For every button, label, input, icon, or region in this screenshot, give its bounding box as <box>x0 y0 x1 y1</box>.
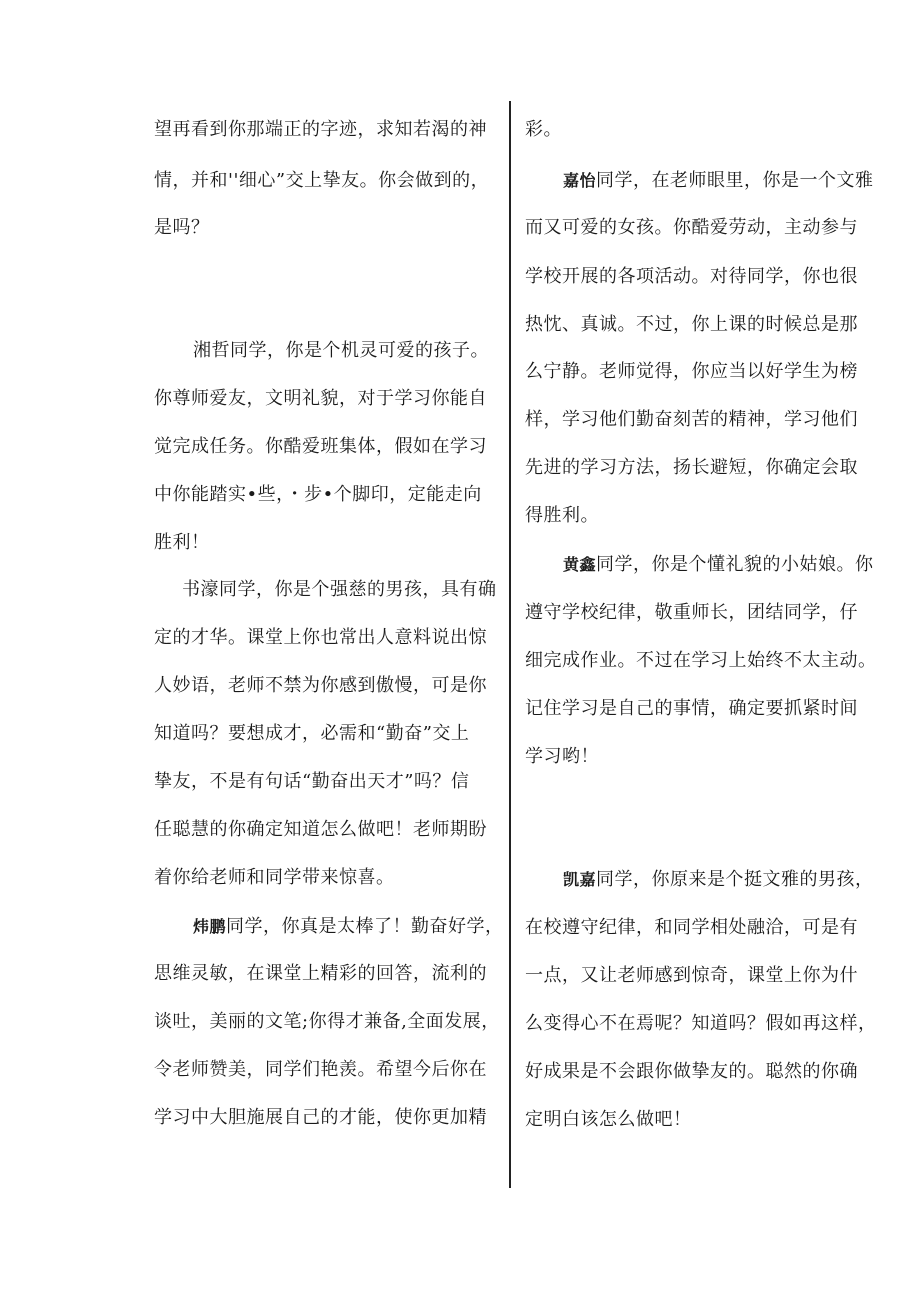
paragraph-line: 得胜利。 <box>525 505 599 526</box>
paragraph-text: 同学，你真是太棒了！勤奋好学， <box>226 916 504 937</box>
paragraph-line: 在校遵守纪律，和同学相处融洽，可是有 <box>525 917 858 938</box>
paragraph-line: 着你给老师和同学带来惊喜。 <box>154 867 395 888</box>
paragraph-line: 觉完成任务。你酷爱班集体，假如在学习 <box>154 436 487 457</box>
paragraph-text: 同学，在老师眼里，你是一个文雅 <box>596 170 874 191</box>
paragraph-line: 定的才华。课堂上你也常出人意料说出惊 <box>154 627 487 648</box>
paragraph-line: 你尊师爱友，文明礼貌，对于学习你能自 <box>154 388 487 409</box>
paragraph-text: 同学，你原来是个挺文雅的男孩， <box>596 869 874 890</box>
paragraph-line: 湘哲同学，你是个机灵可爱的孩子。 <box>193 340 489 361</box>
student-name: 炜鹏 <box>193 917 227 936</box>
paragraph-line: 人妙语，老师不禁为你感到傲慢，可是你 <box>154 675 487 696</box>
paragraph-text: 同学，你是个懂礼貌的小姑娘。你 <box>596 554 874 575</box>
paragraph-line: 是吗？ <box>154 217 210 238</box>
paragraph-line: 么宁静。老师觉得，你应当以好学生为榜 <box>525 361 858 382</box>
paragraph-line: 谈吐，美丽的文笔;你得才兼备,全面发展， <box>154 1011 500 1032</box>
paragraph-line: 令老师赞美，同学们艳羡。希望今后你在 <box>154 1059 487 1080</box>
paragraph-line: 任聪慧的你确定知道怎么做吧！老师期盼 <box>154 819 487 840</box>
paragraph-line: 热忱、真诚。不过，你上课的时候总是那 <box>525 314 858 335</box>
paragraph-line: 学校开展的各项活动。对待同学，你也很 <box>525 266 858 287</box>
column-divider <box>509 101 511 1188</box>
paragraph-line: 知道吗？要想成才，必需和“勤奋”交上 <box>154 723 470 744</box>
paragraph-line: 好成果是不会跟你做挚友的。聪然的你确 <box>525 1061 858 1082</box>
paragraph-line: 么变得心不在焉呢？知道吗？假如再这样， <box>525 1013 877 1034</box>
student-name: 凯嘉 <box>563 870 597 889</box>
paragraph-line: 样，学习他们勤奋刻苦的精神，学习他们 <box>525 409 858 430</box>
paragraph-line: 定明白该怎么做吧！ <box>525 1109 692 1130</box>
paragraph-line: 挚友，不是有句话“勤奋出天才”吗？信 <box>154 771 470 792</box>
paragraph-line: 中你能踏实•些，・步•个脚印，定能走向 <box>154 484 482 505</box>
paragraph-line <box>563 868 874 892</box>
paragraph-line: 细完成作业。不过在学习上始终不太主动。 <box>525 650 877 671</box>
paragraph-line: 望再看到你那端正的字迹，求知若渴的神 <box>154 119 487 140</box>
paragraph-line: 一点，又让老师感到惊奇，课堂上你为什 <box>525 965 858 986</box>
paragraph-line: 学习哟！ <box>525 746 599 767</box>
paragraph-line <box>563 553 874 577</box>
paragraph-line: 学习中大胆施展自己的才能，使你更加精 <box>154 1107 487 1128</box>
paragraph-line: 遵守学校纪律，敬重师长，团结同学，仔 <box>525 602 858 623</box>
paragraph-line: 思维灵敏，在课堂上精彩的回答，流利的 <box>154 963 487 984</box>
paragraph-line: 先进的学习方法，扬长避短，你确定会取 <box>525 457 858 478</box>
paragraph-line <box>563 169 874 193</box>
paragraph-line: 而又可爱的女孩。你酷爱劳动，主动参与 <box>525 217 858 238</box>
paragraph-line: 书濠同学，你是个强慈的男孩，具有确 <box>182 579 497 600</box>
paragraph-line <box>193 915 504 939</box>
student-name: 黄鑫 <box>563 555 597 574</box>
student-name: 嘉怡 <box>563 171 597 190</box>
paragraph-line: 胜利！ <box>154 532 210 553</box>
paragraph-line: 记住学习是自己的事情，确定要抓紧时间 <box>525 698 858 719</box>
paragraph-line: 彩。 <box>525 119 562 140</box>
paragraph-line: 情，并和''细心”交上挚友。你会做到的， <box>154 170 490 191</box>
